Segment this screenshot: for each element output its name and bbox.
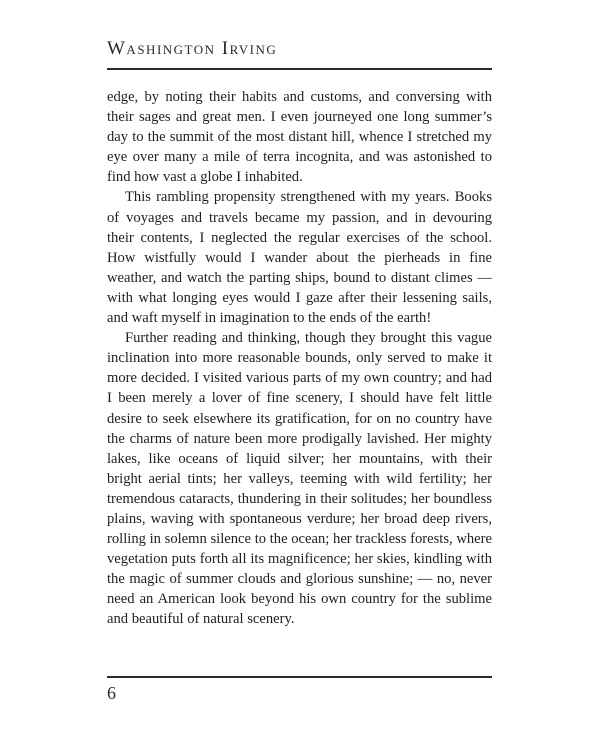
running-head: Washington Irving bbox=[107, 38, 278, 59]
body-text bbox=[107, 87, 492, 630]
paragraph: Further reading and thinking, though they brought this vague inclination into more reasonable bounds, only served to make it more decided. I visited various parts of my own country; and had I been merely a lover of fine scenery, I should have felt little desire to seek elsewhere its gratification, for on no country have the charms of nature been more prodigally lavished. Her mighty lakes, like oceans of liquid silver; her mountains, with their bright aerial tints; her valleys, teeming with wild fertility; her tremendous cataracts, thundering in their solitudes; her boundless plains, waving with spontaneous verdure; her broad deep rivers, rolling in solemn silence to the ocean; her trackless forests, where vegetation puts forth all its magnificence; her skies, kindling with the magic of summer clouds and glorious sunshine; — no, never need an American look beyond his own country for the sublime and beautiful of natural scenery. bbox=[107, 330, 492, 628]
paragraph-continued: edge, by noting their habits and customs, and conversing with their sages and great men. I even journeyed one long summer’s day to the summit of the most distant hill, whence I stretched my eye over many a mile of terra incognita, and was astonished to find how vast a globe I inhabited. bbox=[107, 89, 492, 186]
footer-rule bbox=[107, 676, 492, 678]
page-number: 6 bbox=[107, 683, 116, 703]
paragraph: This rambling propensity strengthened with my years. Books of voyages and travels became my passion, and in devouring their contents, I neglected the regular exercises of the school. How wistfully would I wander about the pierheads in fine weather, and watch the parting ships, bound to distant climes — with what longing eyes would I gaze after their lessening sails, and waft myself in imagination to the ends of the earth! bbox=[107, 189, 492, 327]
header-rule bbox=[107, 68, 492, 70]
